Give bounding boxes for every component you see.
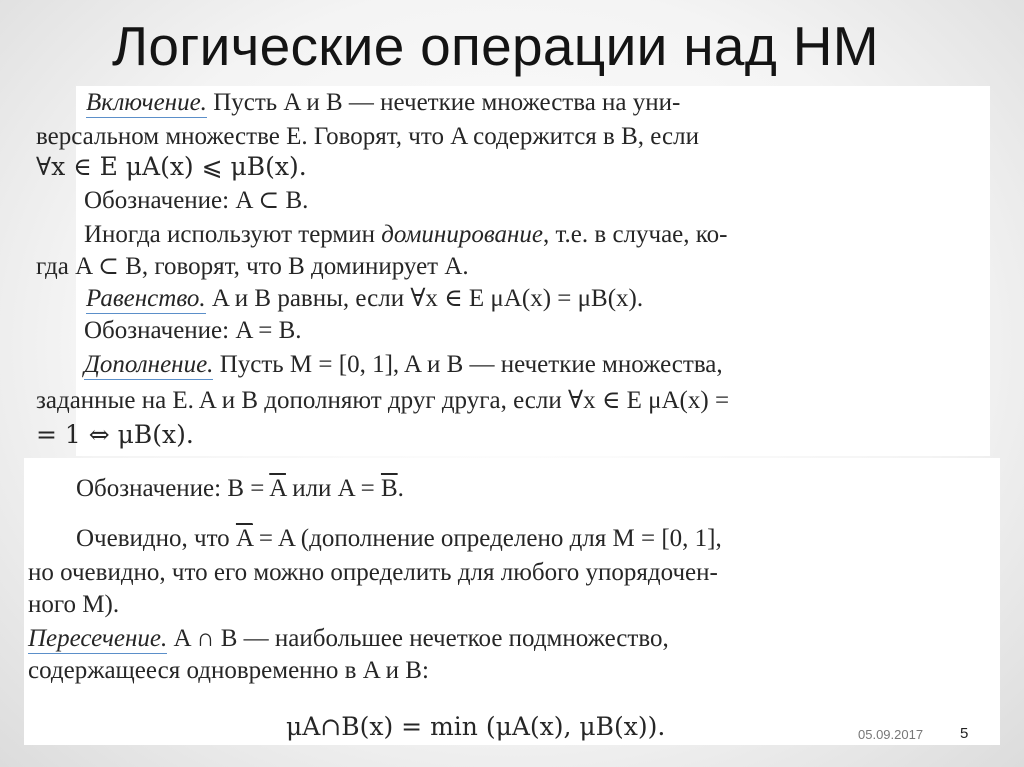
scanned-text-block-2 xyxy=(24,458,1000,745)
inclusion-notation: Обозначение: A ⊂ B. xyxy=(84,187,309,214)
domination-line-2: гда A ⊂ B, говорят, что B доминирует A. xyxy=(36,253,469,280)
line-inclusion xyxy=(86,88,680,118)
complement-formula: = 1 ⇔ μB(x). xyxy=(36,420,194,449)
domination-line-1: Иногда используют термин доминирование, т.е. в случае, ко- xyxy=(84,221,728,248)
inclusion-text: Пусть A и B — нечеткие множества на уни- xyxy=(206,89,681,116)
equality-text: A и B равны, если ∀x ∈ E μA(x) = μB(x). xyxy=(205,285,644,312)
slide-date: 05.09.2017 xyxy=(858,727,924,742)
inclusion-formula: ∀x ∈ E μA(x) ⩽ μB(x). xyxy=(36,152,307,181)
line-equality xyxy=(86,284,643,314)
intersection-line-2: содержащееся одновременно в A и B: xyxy=(28,657,429,684)
complement-notation: Обозначение: $B = \overline{A}$ или $A = \overline{B}$. xyxy=(76,475,404,502)
complement-line-2: заданные на E. A и B дополняют друг друга, если ∀x ∈ E μA(x) = xyxy=(36,387,730,414)
intersection-text: A ∩ B — наибольшее нечеткое подмножество, xyxy=(167,625,669,652)
scanned-text-block-1 xyxy=(36,86,990,456)
term-equality: Равенство. xyxy=(86,285,206,312)
slide-number: 5 xyxy=(960,725,969,742)
equality-notation: Обозначение: A = B. xyxy=(84,317,302,344)
term-domination: доминирование xyxy=(381,221,543,248)
line-intersection xyxy=(28,624,669,654)
term-intersection: Пересечение. xyxy=(28,625,168,652)
ordering-line-1: но очевидно, что его можно определить для любого упорядочен- xyxy=(28,559,718,586)
slide-title: Логические операции над НМ xyxy=(112,15,879,77)
ordering-line-2: ного M). xyxy=(28,591,120,618)
inclusion-line-2: версальном множестве E. Говорят, что A содержится в B, если xyxy=(36,123,699,150)
complement-text: Пусть M = [0, 1], A и B — нечеткие множества, xyxy=(213,351,723,378)
intersection-formula: μA∩B(x) = min (μA(x), μB(x)). xyxy=(286,712,666,741)
term-complement: Дополнение. xyxy=(84,351,214,378)
double-complement-line: Очевидно, что $\overline{A} = A$ (дополнение определено для M = [0, 1], xyxy=(76,525,722,552)
term-inclusion: Включение. xyxy=(86,89,207,116)
line-complement xyxy=(84,350,723,380)
